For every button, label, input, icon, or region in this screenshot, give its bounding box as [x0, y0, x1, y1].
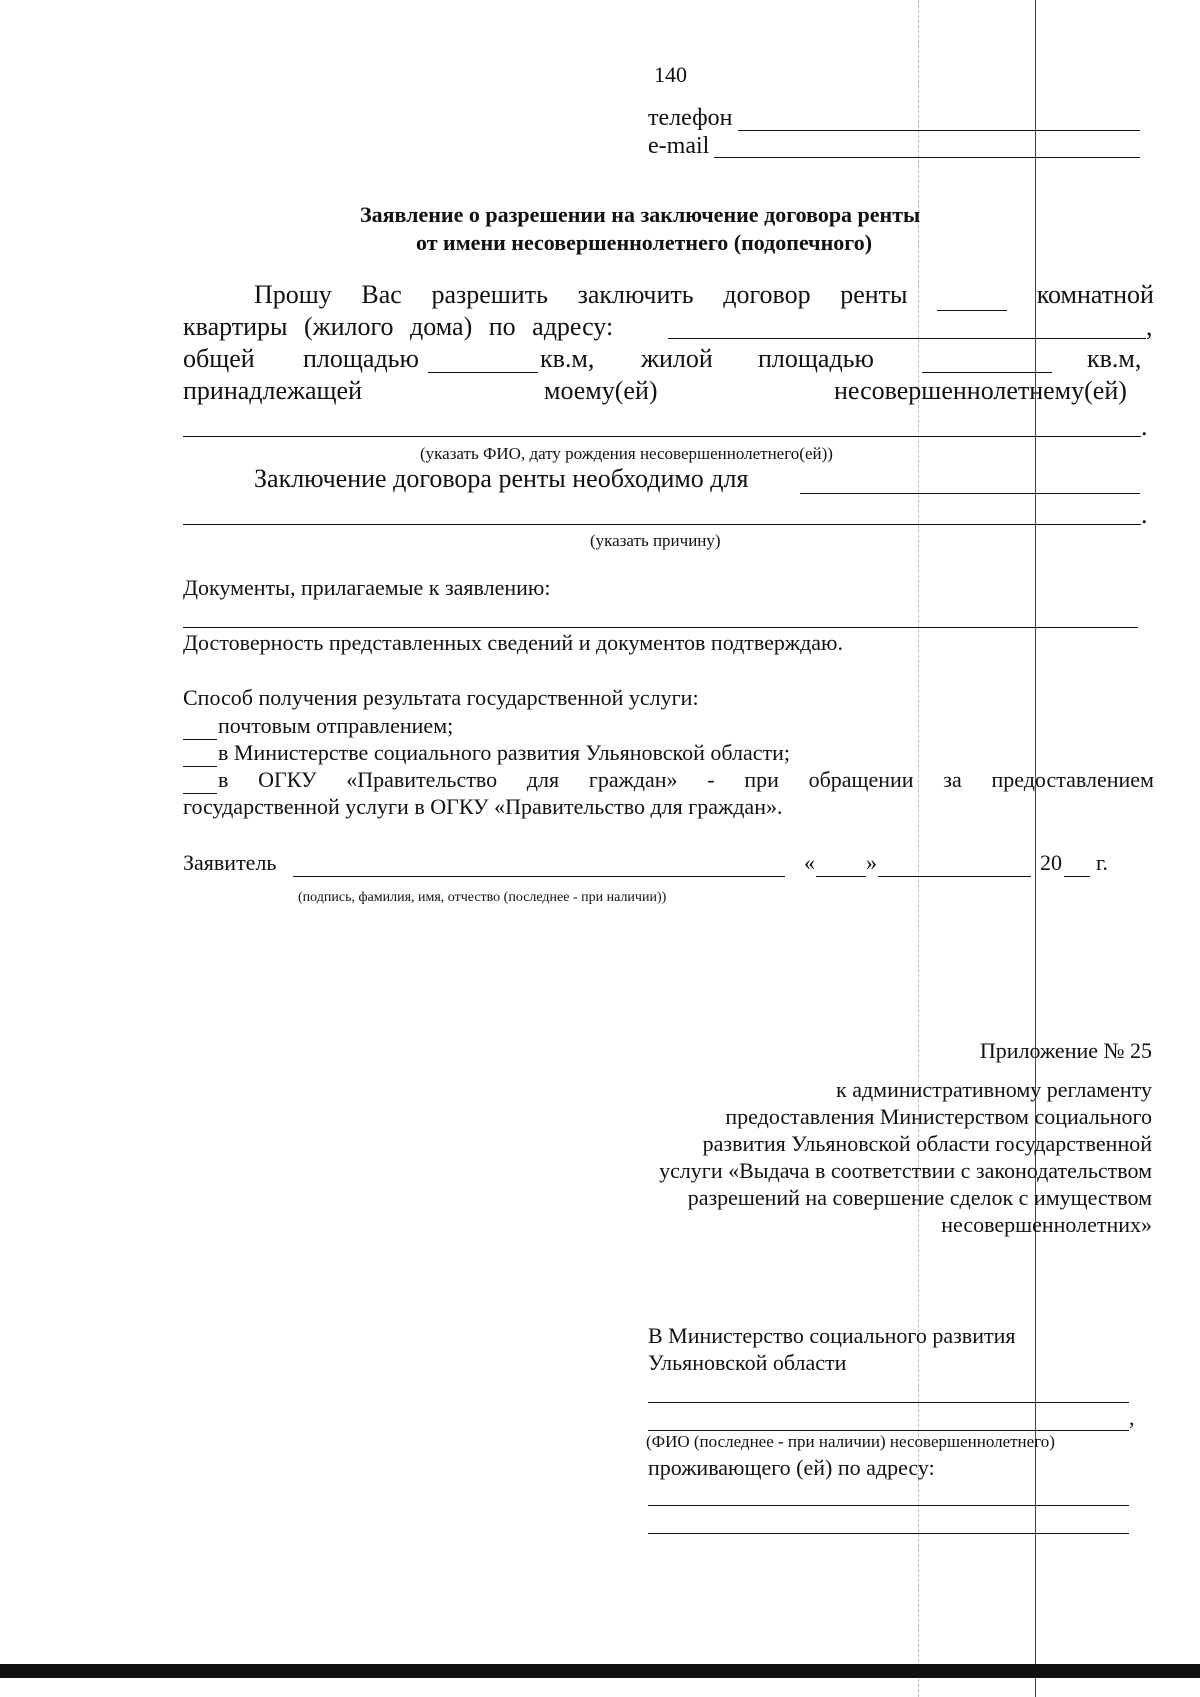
appendix-number: Приложение № 25 [979, 1038, 1152, 1063]
minor-fio-field[interactable] [183, 436, 1141, 437]
period: . [1141, 500, 1148, 529]
documents-field[interactable] [183, 627, 1138, 628]
page-number: 140 [654, 62, 687, 87]
hint-fio: (указать ФИО, дату рождения несовершеннолетнего(ей)) [420, 444, 833, 463]
applicant-label: Заявитель [183, 850, 277, 875]
method-3-label [218, 767, 1154, 793]
word: за [943, 767, 962, 792]
word-minor: несовершеннолетнему(ей) [834, 376, 1127, 405]
appendix-line: предоставления Министерством социального [725, 1104, 1152, 1129]
paragraph-1-line-1 [254, 280, 1154, 311]
address-field[interactable] [668, 338, 1146, 339]
word: ренты [840, 280, 908, 309]
hint-reason: (указать причину) [590, 531, 721, 550]
word: договор [723, 280, 811, 309]
word: обращении [808, 767, 914, 792]
hint-signature: (подпись, фамилия, имя, отчество (последнее - при наличии)) [298, 890, 667, 905]
word-my: моему(ей) [544, 376, 658, 405]
word: для [526, 767, 560, 792]
word: комнатной [1036, 280, 1154, 309]
appendix-line: разрешений на совершение сделок с имуществом [687, 1185, 1152, 1210]
phone-field[interactable] [738, 130, 1140, 131]
word-total: общей [183, 344, 255, 373]
word: Прошу [254, 280, 332, 309]
addressee-hint-fio: (ФИО (последнее - при наличии) несовершеннолетнего) [646, 1432, 1055, 1451]
addressee-line2: Ульяновской области [648, 1350, 847, 1375]
day-field[interactable] [816, 876, 866, 877]
word: в [218, 767, 229, 792]
addressee-fio-field-2[interactable] [648, 1430, 1129, 1431]
reason-field-1[interactable] [800, 493, 1140, 494]
appendix-line: несовершеннолетних» [941, 1212, 1152, 1237]
year-prefix: 20 [1040, 850, 1062, 875]
email-label: e-mail [648, 133, 710, 159]
word-area: площадью [303, 344, 419, 373]
year-suffix: г. [1096, 850, 1109, 875]
form-title-line1: Заявление о разрешении на заключение договора ренты [360, 202, 921, 227]
word: Вас [361, 280, 402, 309]
paragraph-2: Заключение договора ренты необходимо для [254, 464, 749, 493]
word: при [744, 767, 779, 792]
address-field-1[interactable] [648, 1505, 1129, 1506]
applicant-signature-field[interactable] [293, 876, 785, 877]
addressee-line1: В Министерство социального развития [648, 1323, 1016, 1348]
method-2-checkbox[interactable] [183, 766, 217, 767]
comma: , [1146, 312, 1153, 341]
word: заключить [577, 280, 694, 309]
appendix-line: развития Ульяновской области государственной [702, 1131, 1152, 1156]
word: «Правительство [346, 767, 498, 792]
address-field-2[interactable] [648, 1533, 1129, 1534]
word: граждан» [588, 767, 678, 792]
quote-close: » [866, 850, 877, 875]
word-sqm-1: кв.м, [540, 344, 595, 373]
appendix-line: услуги «Выдача в соответствии с законодательством [659, 1158, 1152, 1183]
phone-label: телефон [648, 105, 733, 131]
method-1-checkbox[interactable] [183, 739, 217, 740]
word-living: жилой [641, 344, 713, 373]
confirmation-text: Достоверность представленных сведений и документов подтверждаю. [183, 630, 843, 655]
addressee-comma: , [1129, 1405, 1135, 1430]
word-sqm-2: кв.м, [1087, 344, 1142, 373]
paragraph-1-line-2: квартиры (жилого дома) по адресу: [183, 312, 614, 341]
month-field[interactable] [878, 876, 1031, 877]
period: . [1141, 412, 1148, 441]
scan-bottom-edge [0, 1664, 1200, 1678]
word: - [707, 767, 715, 792]
living-area-field[interactable] [922, 372, 1052, 373]
rooms-count-blank[interactable] [937, 280, 1007, 311]
word-area-2: площадью [758, 344, 874, 373]
total-area-field[interactable] [428, 372, 538, 373]
word: ОГКУ [258, 767, 317, 792]
form-title-line2: от имени несовершеннолетнего (подопечного) [416, 230, 873, 255]
word: разрешить [431, 280, 548, 309]
quote-open: « [804, 850, 815, 875]
year-field[interactable] [1064, 876, 1090, 877]
method-title: Способ получения результата государственной услуги: [183, 685, 699, 710]
appendix-line: к административному регламенту [836, 1077, 1152, 1102]
method-2-label: в Министерстве социального развития Ульяновской области; [218, 740, 790, 765]
word: предоставлением [991, 767, 1154, 792]
method-1-label: почтовым отправлением; [218, 713, 454, 738]
word-belonging: принадлежащей [183, 376, 363, 405]
addressee-fio-field-1[interactable] [648, 1402, 1129, 1403]
email-field[interactable] [714, 157, 1140, 158]
reason-field-2[interactable] [183, 524, 1141, 525]
documents-label: Документы, прилагаемые к заявлению: [183, 575, 551, 600]
address-label: проживающего (ей) по адресу: [648, 1455, 935, 1480]
method-3-continuation: государственной услуги в ОГКУ «Правительство для граждан». [183, 794, 783, 819]
